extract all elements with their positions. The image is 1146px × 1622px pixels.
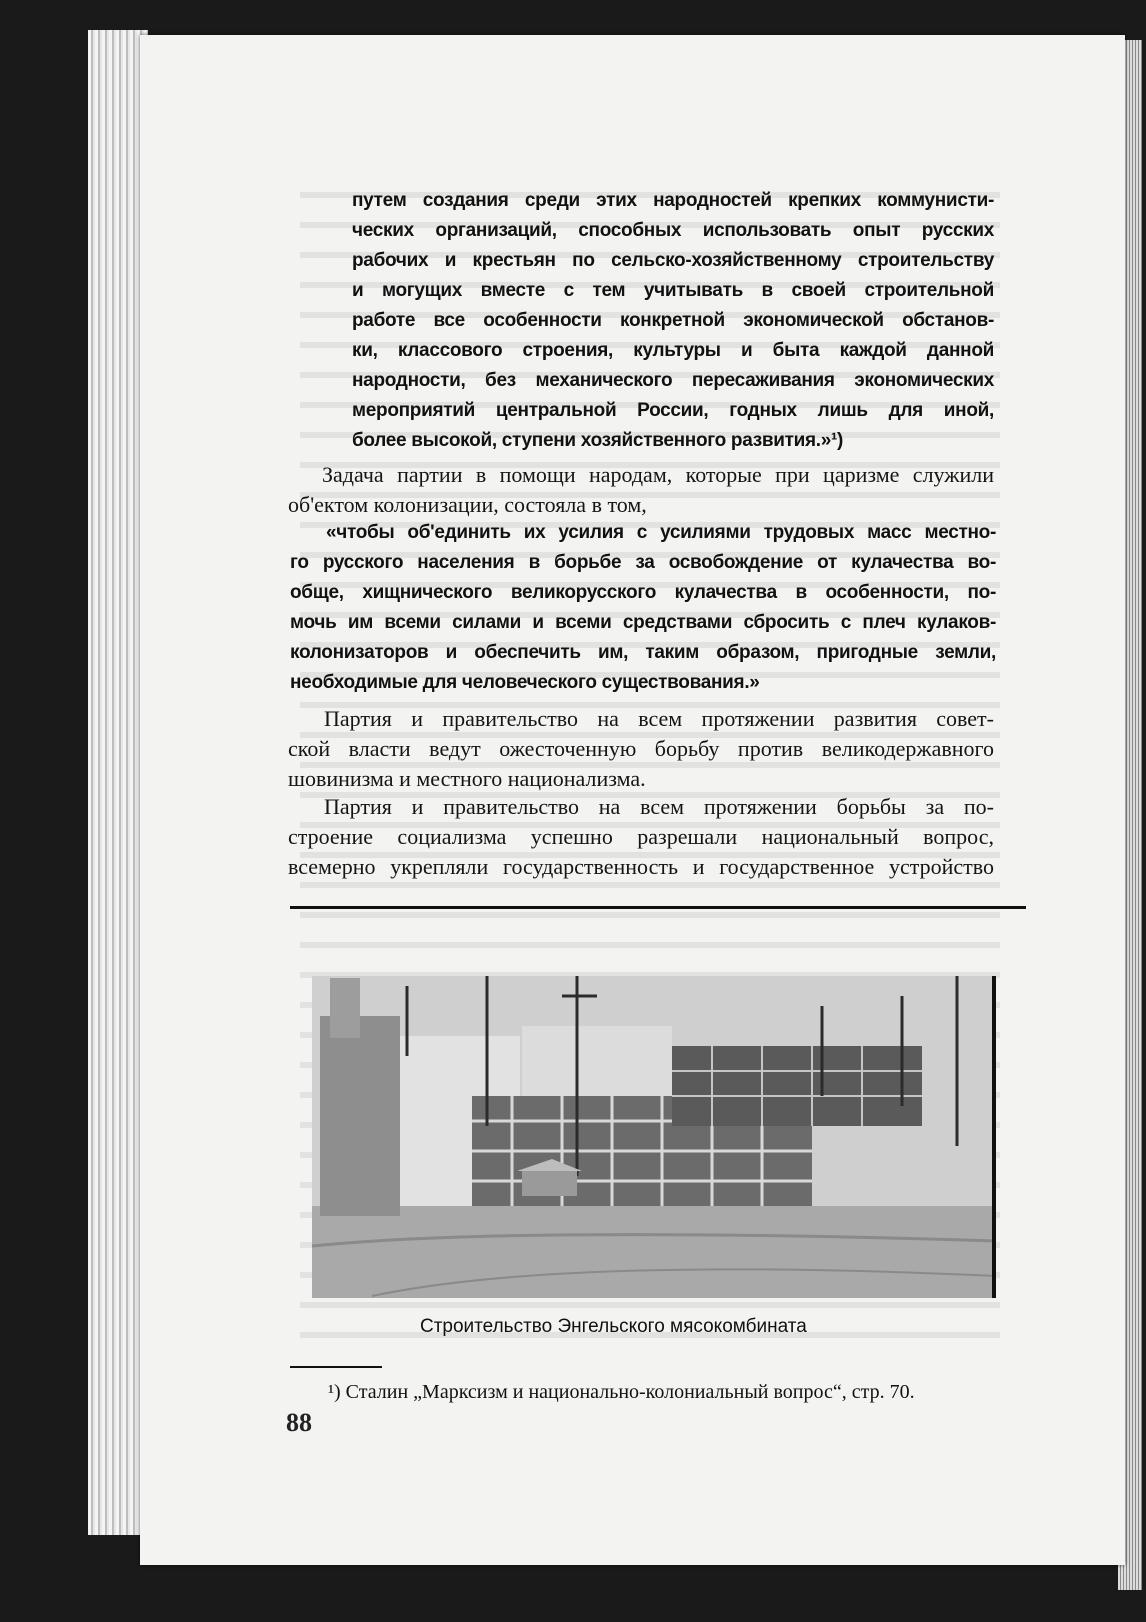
section-divider	[290, 906, 1026, 909]
text-line: го русского населения в борьбе за освобождение от кулачества во-	[290, 552, 996, 573]
text-line: работе все особенности конкретной экономической обстанов-	[352, 310, 994, 331]
text-line: всемерно укрепляли государственность и государственное устройство	[288, 854, 994, 879]
text-line: и могущих вместе с тем учитывать в своей строительной	[352, 280, 994, 301]
photo-caption: Строительство Энгельского мясокомбината	[420, 1316, 807, 1337]
text-line: мероприятий центральной России, годных лишь для иной,	[352, 400, 994, 421]
text-line: Задача партии в помощи народам, которые при царизме служили	[322, 462, 994, 487]
body-paragraph-2	[288, 704, 994, 794]
footnote-divider	[290, 1366, 382, 1368]
text-line: мочь им всеми силами и всеми средствами сбросить с плеч кулаков-	[290, 612, 996, 633]
text-line: шовинизма и местного национализма.	[288, 766, 646, 791]
factory-construction-photo	[312, 976, 996, 1298]
text-line: путем создания среди этих народностей крепких коммунисти-	[352, 190, 994, 211]
text-line: об'ектом колонизации, состояла в том,	[288, 492, 647, 517]
photo-illustration	[312, 976, 996, 1298]
text-line: Партия и правительство на всем протяжении развития совет-	[324, 706, 994, 731]
quote-paragraph-1	[352, 186, 994, 456]
page-number: 88	[286, 1408, 312, 1437]
quote-paragraph-2	[290, 518, 996, 698]
text-line: необходимые для человеческого существования.»	[290, 672, 760, 693]
text-line: колонизаторов и обеспечить им, таким образом, пригодные земли,	[290, 642, 996, 663]
text-line: ческих организаций, способных использовать опыт русских	[352, 220, 994, 241]
text-line: ской власти ведут ожесточенную борьбу против великодержавного	[288, 736, 994, 761]
text-line: строение социализма успешно разрешали национальный вопрос,	[288, 824, 994, 849]
book-page-edges	[88, 30, 148, 1535]
text-line: «чтобы об'единить их усилия с усилиями трудовых масс местно-	[326, 522, 996, 543]
text-line: обще, хищнического великорусского кулачества в особенности, по-	[290, 582, 996, 603]
text-line: ки, классового строения, культуры и быта каждой данной	[352, 340, 994, 361]
footnote: ¹) Сталин „Марксизм и национально-колониальный вопрос“, стр. 70.	[328, 1381, 915, 1403]
text-line: Партия и правительство на всем протяжении борьбы за по-	[324, 794, 994, 819]
text-line: народности, без механического пересаживания экономических	[352, 370, 994, 391]
text-line: более высокой, ступени хозяйственного развития.»¹)	[352, 430, 844, 451]
text-line: рабочих и крестьян по сельско-хозяйственному строительству	[352, 250, 994, 271]
body-paragraph-3	[288, 792, 994, 882]
body-paragraph-1	[288, 460, 994, 520]
